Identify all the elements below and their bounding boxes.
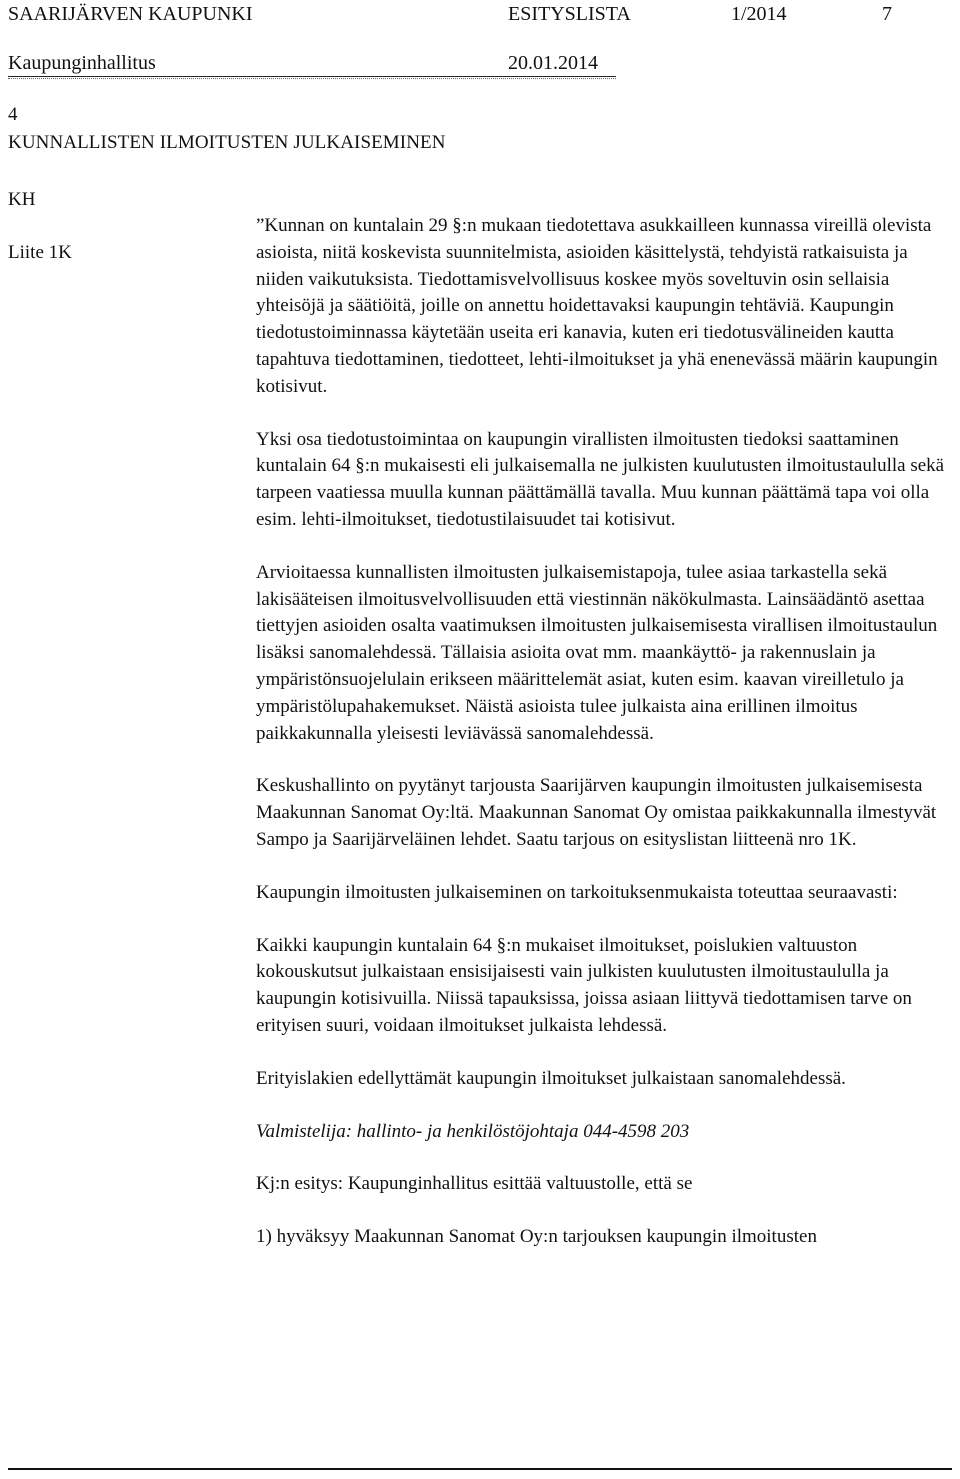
- section-number: 4: [8, 104, 18, 125]
- header-page-number: 7: [882, 3, 892, 25]
- header-org: SAARIJÄRVEN KAUPUNKI: [8, 3, 253, 25]
- paragraph: Keskushallinto on pyytänyt tarjousta Saarijärven kaupungin ilmoitusten julkaisemisesta Maakunnan Sanomat Oy:ltä. Maakunnan Sanomat Oy omistaa paikkakunnalla ilmestyvät Sampo ja Saarijärveläinen lehdet. Saatu tarjous on esityslistan liitteenä nro 1K.: [256, 775, 937, 850]
- attachment-label: Liite 1K: [8, 242, 72, 263]
- paragraph: Erityislakien edellyttämät kaupungin ilmoitukset julkaistaan sanomalehdessä.: [256, 1067, 846, 1089]
- org-code-label: KH: [8, 189, 36, 210]
- proposal-item: 1) hyväksyy Maakunnan Sanomat Oy:n tarjouksen kaupungin ilmoitusten: [256, 1226, 817, 1248]
- footer-rule: [8, 1468, 952, 1470]
- paragraph: Arvioitaessa kunnallisten ilmoitusten julkaisemistapoja, tulee asiaa tarkastella sekä lakisääteisen ilmoitusvelvollisuuden että viestinnän näkökulmasta. Lainsäädäntö asettaa tiettyjen asioiden osalta vaatimuksen ilmoitusten julkaisemisesta virallisen ilmoitustaulun lisäksi sanomalehdessä. Tällaisia asioita ovat mm. maankäyttö- ja rakennuslain ja ympäristönsuojelulain erikseen määrittelemät asiat, kuten esim. kaavan vireilletulo ja ympäristölupahakemukset. Näistä asioista tulee julkaista aina erillinen ilmoitus paikkakunnalla yleisesti leviävässä sanomalehdessä.: [256, 561, 938, 744]
- preparer-line: Valmistelija: hallinto- ja henkilöstöjohtaja 044-4598 203: [256, 1120, 690, 1142]
- header-doc-type: ESITYSLISTA: [508, 3, 631, 25]
- section-title: KUNNALLISTEN ILMOITUSTEN JULKAISEMINEN: [8, 132, 446, 153]
- paragraph: ”Kunnan on kuntalain 29 §:n mukaan tiedotettava asukkailleen kunnassa vireillä olevista asioista, niitä koskevista suunnitelmista, asioiden käsittelystä, tehdyistä ratkaisuista ja niiden vaikutuksista. Tiedottamisvelvollisuus koskee myös soveltuvin osin sellaisia yhteisöjä ja säätiöitä, joille on annettu hoidettavaksi kaupungin tehtäviä. Kaupungin tiedotustoiminnassa käytetään useita eri kanavia, kuten eri tiedotusvälineiden kautta tapahtuva tiedottaminen, tiedotteet, lehti-ilmoitukset ja yhä enenevässä määrin kaupungin kotisivut.: [256, 215, 938, 397]
- header-rule: [8, 76, 616, 77]
- paragraph: Kaupungin ilmoitusten julkaiseminen on tarkoituksenmukaista toteuttaa seuraavasti:: [256, 881, 898, 903]
- header-dotted-rule: [8, 78, 616, 79]
- paragraph: Yksi osa tiedotustoimintaa on kaupungin virallisten ilmoitusten tiedoksi saattaminen kuntalain 64 §:n mukaisesti eli julkaisemalla ne julkisten kuulutusten ilmoitustaululla sekä tarpeen vaatiessa muulla kunnan päättämällä tavalla. Muu kunnan päättämä tapa voi olla esim. lehti-ilmoitukset, tiedotustilaisuudet tai kotisivut.: [256, 428, 945, 530]
- paragraph: Kaikki kaupungin kuntalain 64 §:n mukaiset ilmoitukset, poislukien valtuuston kokouskutsut julkaistaan ensisijaisesti vain julkisten kuulutusten ilmoitustaululla ja kaupungin kotisivuilla. Niissä tapauksissa, joissa asiaan liittyvä tiedottamisen tarve on erityisen suuri, voidaan ilmoitukset julkaista lehdessä.: [256, 934, 912, 1036]
- header-doc-number: 1/2014: [731, 3, 787, 25]
- proposal-intro: Kj:n esitys: Kaupunginhallitus esittää valtuustolle, että se: [256, 1173, 693, 1195]
- header-date: 20.01.2014: [508, 52, 598, 74]
- header-body: Kaupunginhallitus: [8, 52, 156, 74]
- document-body: [256, 213, 946, 1277]
